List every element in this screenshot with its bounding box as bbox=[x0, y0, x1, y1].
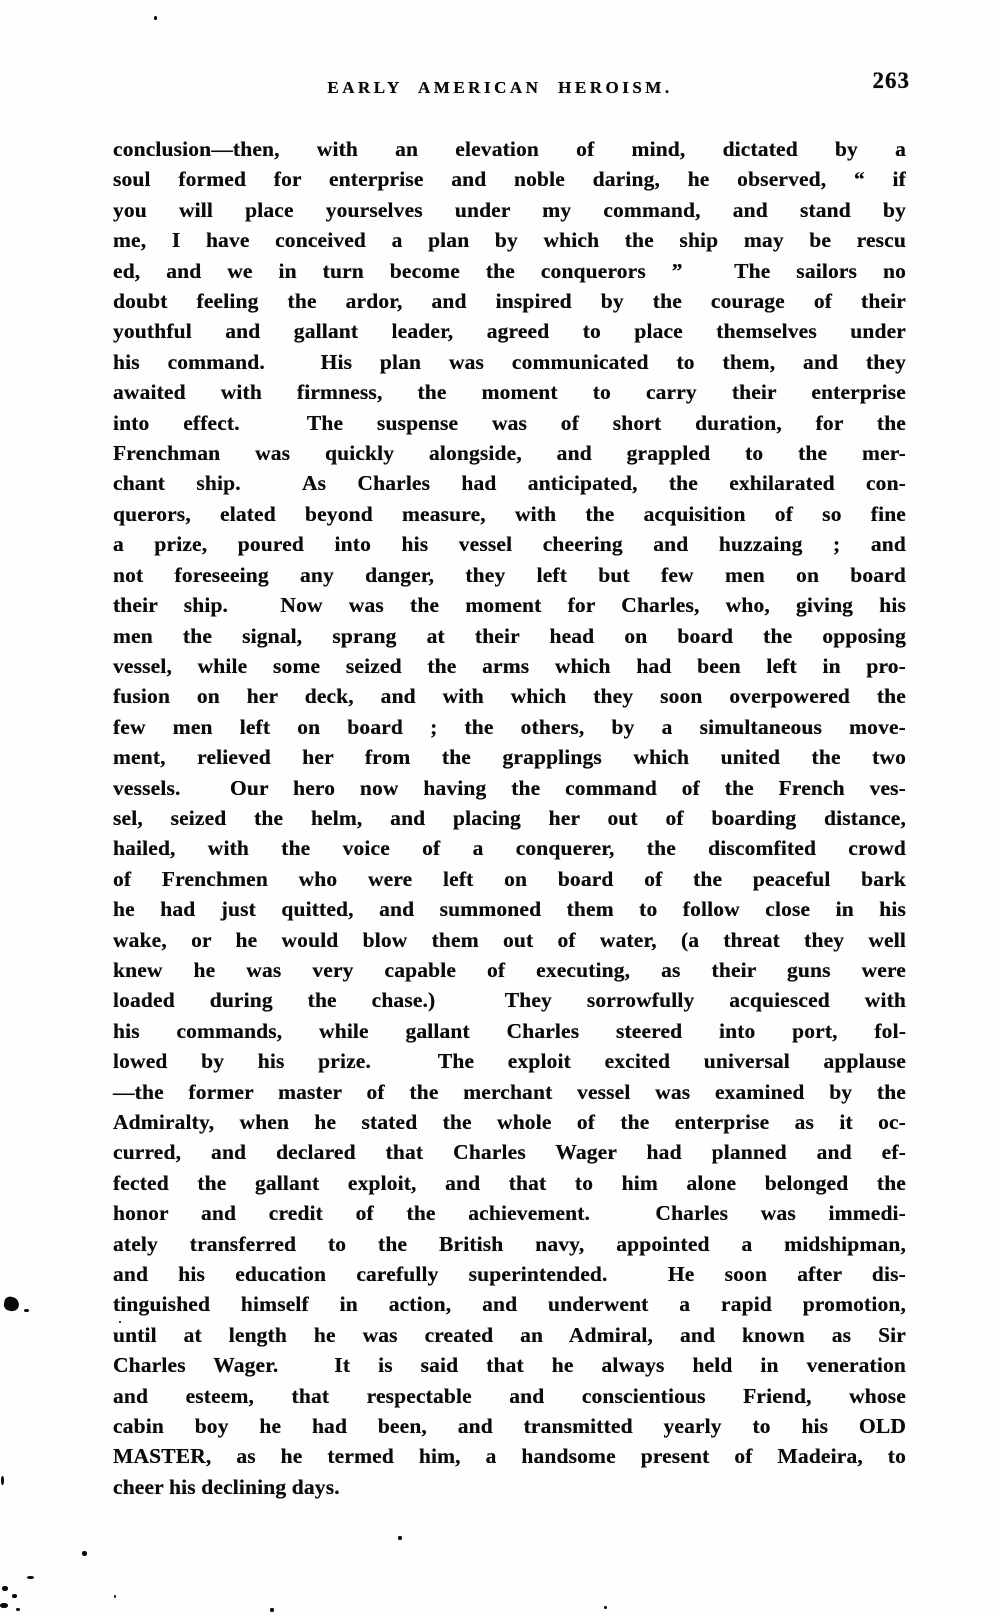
text-line: youthful and gallant leader, agreed to place themselves under bbox=[113, 319, 906, 344]
scan-artifact bbox=[0, 1603, 8, 1608]
text-line: men the signal, sprang at their head on board the opposing bbox=[113, 623, 906, 648]
scan-artifact bbox=[270, 1608, 274, 1612]
text-line: lowed by his prize. The exploit excited universal applause bbox=[113, 1049, 906, 1074]
text-line: MASTER, as he termed him, a handsome present of Madeira, to bbox=[113, 1444, 906, 1469]
body-text bbox=[113, 134, 906, 1502]
text-line: hailed, with the voice of a conquerer, the discomfited crowd bbox=[113, 836, 906, 861]
scan-artifact bbox=[82, 1551, 87, 1556]
text-line: a prize, poured into his vessel cheering and huzzaing ; and bbox=[113, 532, 906, 557]
text-line: awaited with firmness, the moment to carry their enterprise bbox=[113, 380, 906, 405]
scan-artifact bbox=[119, 1321, 121, 1323]
text-line: cabin boy he had been, and transmitted yearly to his OLD bbox=[113, 1414, 906, 1439]
text-line: vessels. Our hero now having the command of the French ves- bbox=[113, 775, 906, 800]
text-line: curred, and declared that Charles Wager had planned and ef- bbox=[113, 1140, 906, 1165]
text-line: and his education carefully superintended. He soon after dis- bbox=[113, 1262, 906, 1287]
text-line: ed, and we in turn become the conquerors ” The sailors no bbox=[113, 258, 906, 283]
text-line: conclusion—then, with an elevation of mind, dictated by a bbox=[113, 137, 906, 161]
text-line: fusion on her deck, and with which they soon overpowered the bbox=[113, 684, 906, 709]
text-line: of Frenchmen who were left on board of the peaceful bark bbox=[113, 866, 906, 891]
text-line: he had just quitted, and summoned them to follow close in his bbox=[113, 897, 906, 922]
text-line: me, I have conceived a plan by which the ship may be rescu bbox=[113, 228, 906, 253]
scan-artifact bbox=[1, 1476, 4, 1485]
scan-artifact bbox=[114, 1595, 116, 1598]
scan-artifact bbox=[3, 1296, 21, 1313]
scan-artifact bbox=[12, 1594, 17, 1598]
text-line: Charles Wager. It is said that he always held in veneration bbox=[113, 1353, 906, 1378]
text-line: wake, or he would blow them out of water, (a threat they well bbox=[113, 927, 906, 952]
scan-artifact bbox=[16, 1608, 20, 1611]
scan-artifact bbox=[604, 1606, 607, 1609]
text-line: doubt feeling the ardor, and inspired by the courage of their bbox=[113, 289, 906, 314]
text-line: loaded during the chase.) They sorrowfully acquiesced with bbox=[113, 988, 906, 1013]
text-line: fected the gallant exploit, and that to him alone belonged the bbox=[113, 1170, 906, 1195]
text-line: cheer his declining days. bbox=[113, 1474, 340, 1499]
text-line: vessel, while some seized the arms which had been left in pro- bbox=[113, 653, 906, 678]
text-line: until at length he was created an Admiral, and known as Sir bbox=[113, 1322, 906, 1347]
text-line: querors, elated beyond measure, with the acquisition of so fine bbox=[113, 501, 906, 526]
scan-artifact bbox=[398, 1536, 402, 1540]
running-title: EARLY AMERICAN HEROISM. bbox=[327, 78, 673, 97]
text-line: his command. His plan was communicated to them, and they bbox=[113, 349, 906, 374]
text-line: into effect. The suspense was of short duration, for the bbox=[113, 410, 906, 435]
text-line: chant ship. As Charles had anticipated, the exhilarated con- bbox=[113, 471, 906, 496]
text-line: not foreseeing any danger, they left but few men on board bbox=[113, 562, 906, 587]
text-line: sel, seized the helm, and placing her out of boarding distance, bbox=[113, 805, 906, 830]
text-line: their ship. Now was the moment for Charles, who, giving his bbox=[113, 593, 906, 618]
text-line: Frenchman was quickly alongside, and grappled to the mer- bbox=[113, 441, 906, 466]
text-line: knew he was very capable of executing, as their guns were bbox=[113, 957, 906, 982]
scan-artifact bbox=[154, 16, 157, 20]
text-line: and esteem, that respectable and conscientious Friend, whose bbox=[113, 1383, 906, 1408]
scan-artifact bbox=[24, 1309, 29, 1312]
scan-artifact bbox=[27, 1576, 34, 1579]
text-line: tinguished himself in action, and underwent a rapid promotion, bbox=[113, 1292, 906, 1317]
page-number: 263 bbox=[872, 68, 910, 93]
text-line: soul formed for enterprise and noble daring, he observed, “ if bbox=[113, 167, 906, 192]
text-line: you will place yourselves under my command, and stand by bbox=[113, 197, 906, 222]
text-line: few men left on board ; the others, by a simultaneous move- bbox=[113, 714, 906, 739]
scan-artifact bbox=[2, 1586, 8, 1591]
text-line: —the former master of the merchant vessel was examined by the bbox=[113, 1079, 906, 1104]
text-line: his commands, while gallant Charles steered into port, fol- bbox=[113, 1018, 906, 1043]
text-line: ately transferred to the British navy, appointed a midshipman, bbox=[113, 1231, 906, 1256]
text-line: ment, relieved her from the grapplings which united the two bbox=[113, 745, 906, 770]
text-line: Admiralty, when he stated the whole of the enterprise as it oc- bbox=[113, 1110, 906, 1134]
text-line: honor and credit of the achievement. Charles was immedi- bbox=[113, 1201, 906, 1226]
